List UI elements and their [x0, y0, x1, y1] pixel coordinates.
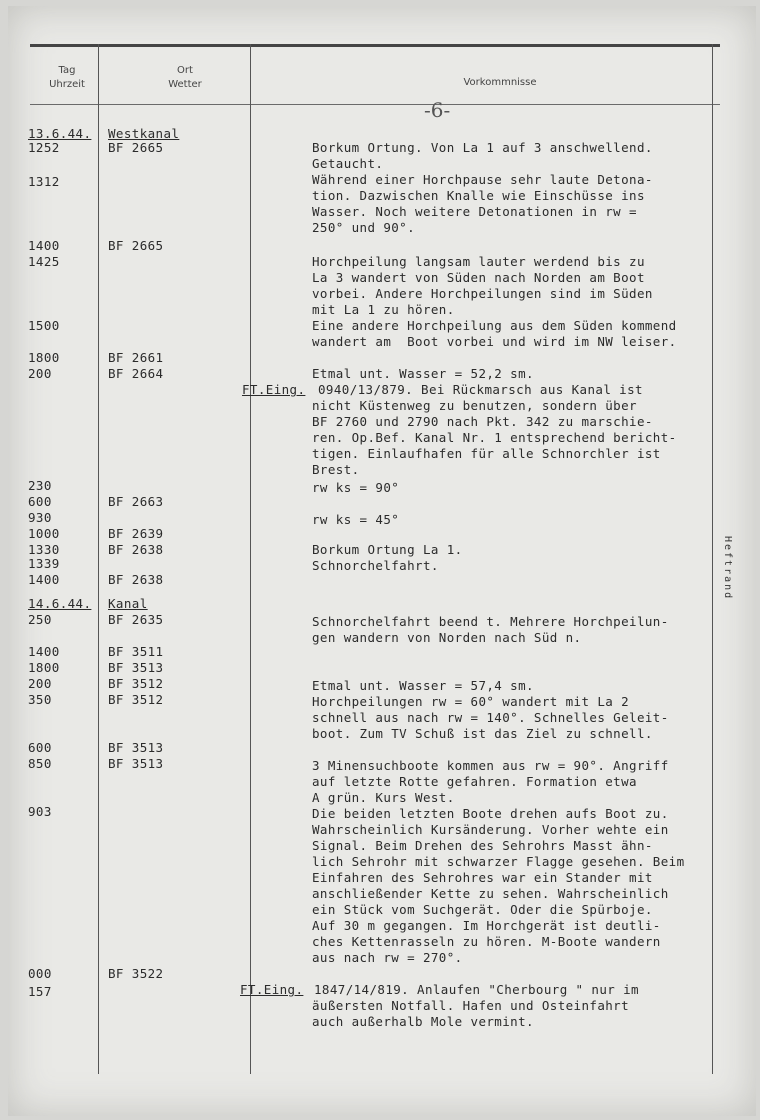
header-uhrzeit: Uhrzeit — [49, 79, 85, 90]
header-ort: Ort — [177, 65, 193, 76]
time-entry: 930 — [28, 510, 52, 525]
time-entry: 903 — [28, 804, 52, 819]
place-entry: BF 2639 — [108, 526, 164, 541]
time-entry: 600 — [28, 494, 52, 509]
column-divider-2 — [250, 44, 251, 1074]
log-line: 250° und 90°. — [312, 220, 416, 235]
place-entry: BF 2661 — [108, 350, 164, 365]
log-line: Signal. Beim Drehen des Sehrohrs Masst ähn- — [312, 838, 653, 853]
log-line: ches Kettenrasseln zu hören. M-Boote wandern — [312, 934, 661, 949]
time-entry: 000 — [28, 966, 52, 981]
place-entry: BF 2664 — [108, 366, 164, 381]
ft-eing-label: FT.Eing. — [240, 982, 304, 997]
log-line: tigen. Einlaufhafen für alle Schnorchler ist — [312, 446, 661, 461]
time-entry: 250 — [28, 612, 52, 627]
log-line: äußersten Notfall. Hafen und Osteinfahrt — [312, 998, 630, 1013]
log-line: ein Stück vom Suchgerät. Oder die Spürboje. — [312, 902, 653, 917]
time-entry: 1425 — [28, 254, 60, 269]
place-entry: BF 3513 — [108, 756, 164, 771]
log-line: tion. Dazwischen Knalle wie Einschüsse ins — [312, 188, 645, 203]
place-entry: BF 3511 — [108, 644, 164, 659]
time-entry: 1000 — [28, 526, 60, 541]
log-line: Borkum Ortung. Von La 1 auf 3 anschwellend. — [312, 140, 653, 155]
log-line: anschließender Kette zu sehen. Wahrscheinlich — [312, 886, 669, 901]
column-divider-3 — [712, 44, 713, 1074]
header-vorkommnisse-label: Vorkommnisse — [463, 77, 537, 88]
page-number: -6- — [424, 98, 451, 122]
log-line: nicht Küstenweg zu benutzen, sondern über — [312, 398, 637, 413]
place-entry: Kanal — [108, 596, 148, 611]
log-line: Die beiden letzten Boote drehen aufs Boot zu. — [312, 806, 669, 821]
time-entry: 1339 — [28, 556, 60, 571]
log-line: schnell aus nach rw = 140°. Schnelles Geleit- — [312, 710, 669, 725]
log-line: rw ks = 45° — [312, 512, 400, 527]
time-entry: 200 — [28, 366, 52, 381]
time-entry: 350 — [28, 692, 52, 707]
log-line: Während einer Horchpause sehr laute Detona- — [312, 172, 653, 187]
place-entry: BF 2635 — [108, 612, 164, 627]
header-tag-uhrzeit — [36, 64, 98, 92]
log-line: auf letzte Rotte gefahren. Formation etwa — [312, 774, 637, 789]
time-entry: 1400 — [28, 572, 60, 587]
log-line: Brest. — [312, 462, 360, 477]
log-line: mit La 1 zu hören. — [312, 302, 455, 317]
time-entry: 1330 — [28, 542, 60, 557]
date-entry: 14.6.44. — [28, 596, 92, 611]
log-line: Einfahren des Sehrohres war ein Stander mit — [312, 870, 653, 885]
date-entry: 13.6.44. — [28, 126, 92, 141]
place-entry: BF 3512 — [108, 692, 164, 707]
column-divider-1 — [98, 44, 99, 1074]
log-line: Wahrscheinlich Kursänderung. Vorher wehte ein — [312, 822, 669, 837]
log-line: 0940/13/879. Bei Rückmarsch aus Kanal ist — [318, 382, 643, 397]
place-entry: BF 3512 — [108, 676, 164, 691]
log-line: Schnorchelfahrt beend t. Mehrere Horchpeilun- — [312, 614, 669, 629]
time-entry: 200 — [28, 676, 52, 691]
log-line: A grün. Kurs West. — [312, 790, 455, 805]
log-line: boot. Zum TV Schuß ist das Ziel zu schnell. — [312, 726, 653, 741]
log-line: Auf 30 m gegangen. Im Horchgerät ist deutli- — [312, 918, 661, 933]
time-entry: 1312 — [28, 174, 60, 189]
place-entry: BF 3522 — [108, 966, 164, 981]
place-entry: BF 2638 — [108, 542, 164, 557]
time-entry: 230 — [28, 478, 52, 493]
time-entry: 850 — [28, 756, 52, 771]
log-line: La 3 wandert von Süden nach Norden am Boot — [312, 270, 645, 285]
time-entry: 157 — [28, 984, 52, 999]
place-entry: BF 2638 — [108, 572, 164, 587]
margin-label: Heftrand — [722, 536, 733, 601]
time-entry: 1500 — [28, 318, 60, 333]
log-line: vorbei. Andere Horchpeilungen sind im Süden — [312, 286, 653, 301]
time-entry: 1252 — [28, 140, 60, 155]
log-line: aus nach rw = 270°. — [312, 950, 463, 965]
log-line: Etmal unt. Wasser = 57,4 sm. — [312, 678, 534, 693]
log-line: Etmal unt. Wasser = 52,2 sm. — [312, 366, 534, 381]
time-entry: 600 — [28, 740, 52, 755]
header-ort-wetter — [140, 64, 230, 92]
log-line: Horchpeilungen rw = 60° wandert mit La 2 — [312, 694, 630, 709]
header-wetter: Wetter — [168, 79, 202, 90]
place-entry: BF 3513 — [108, 660, 164, 675]
log-line: rw ks = 90° — [312, 480, 400, 495]
log-line: Getaucht. — [312, 156, 384, 171]
header-tag: Tag — [58, 65, 76, 76]
log-line: Horchpeilung langsam lauter werdend bis zu — [312, 254, 645, 269]
ft-eing-label: FT.Eing. — [242, 382, 306, 397]
time-entry: 1400 — [28, 644, 60, 659]
log-line: BF 2760 und 2790 nach Pkt. 342 zu marschie- — [312, 414, 653, 429]
log-line: lich Sehrohr mit schwarzer Flagge gesehen. Beim — [312, 854, 685, 869]
log-line: Schnorchelfahrt. — [312, 558, 439, 573]
log-line: wandert am Boot vorbei und wird im NW leiser. — [312, 334, 677, 349]
time-entry: 1800 — [28, 660, 60, 675]
header-rule — [30, 104, 720, 105]
log-line: 3 Minensuchboote kommen aus rw = 90°. Angriff — [312, 758, 669, 773]
place-entry: Westkanal — [108, 126, 180, 141]
log-line: auch außerhalb Mole vermint. — [312, 1014, 534, 1029]
header-vorkommnisse — [420, 76, 580, 90]
place-entry: BF 2665 — [108, 140, 164, 155]
place-entry: BF 3513 — [108, 740, 164, 755]
place-entry: BF 2663 — [108, 494, 164, 509]
log-line: gen wandern von Norden nach Süd n. — [312, 630, 582, 645]
place-entry: BF 2665 — [108, 238, 164, 253]
log-line: Wasser. Noch weitere Detonationen in rw = — [312, 204, 637, 219]
time-entry: 1400 — [28, 238, 60, 253]
log-line: Borkum Ortung La 1. — [312, 542, 463, 557]
log-line: Eine andere Horchpeilung aus dem Süden kommend — [312, 318, 677, 333]
log-line: ren. Op.Bef. Kanal Nr. 1 entsprechend bericht- — [312, 430, 677, 445]
time-entry: 1800 — [28, 350, 60, 365]
log-line: 1847/14/819. Anlaufen "Cherbourg " nur im — [314, 982, 639, 997]
top-rule — [30, 44, 720, 47]
